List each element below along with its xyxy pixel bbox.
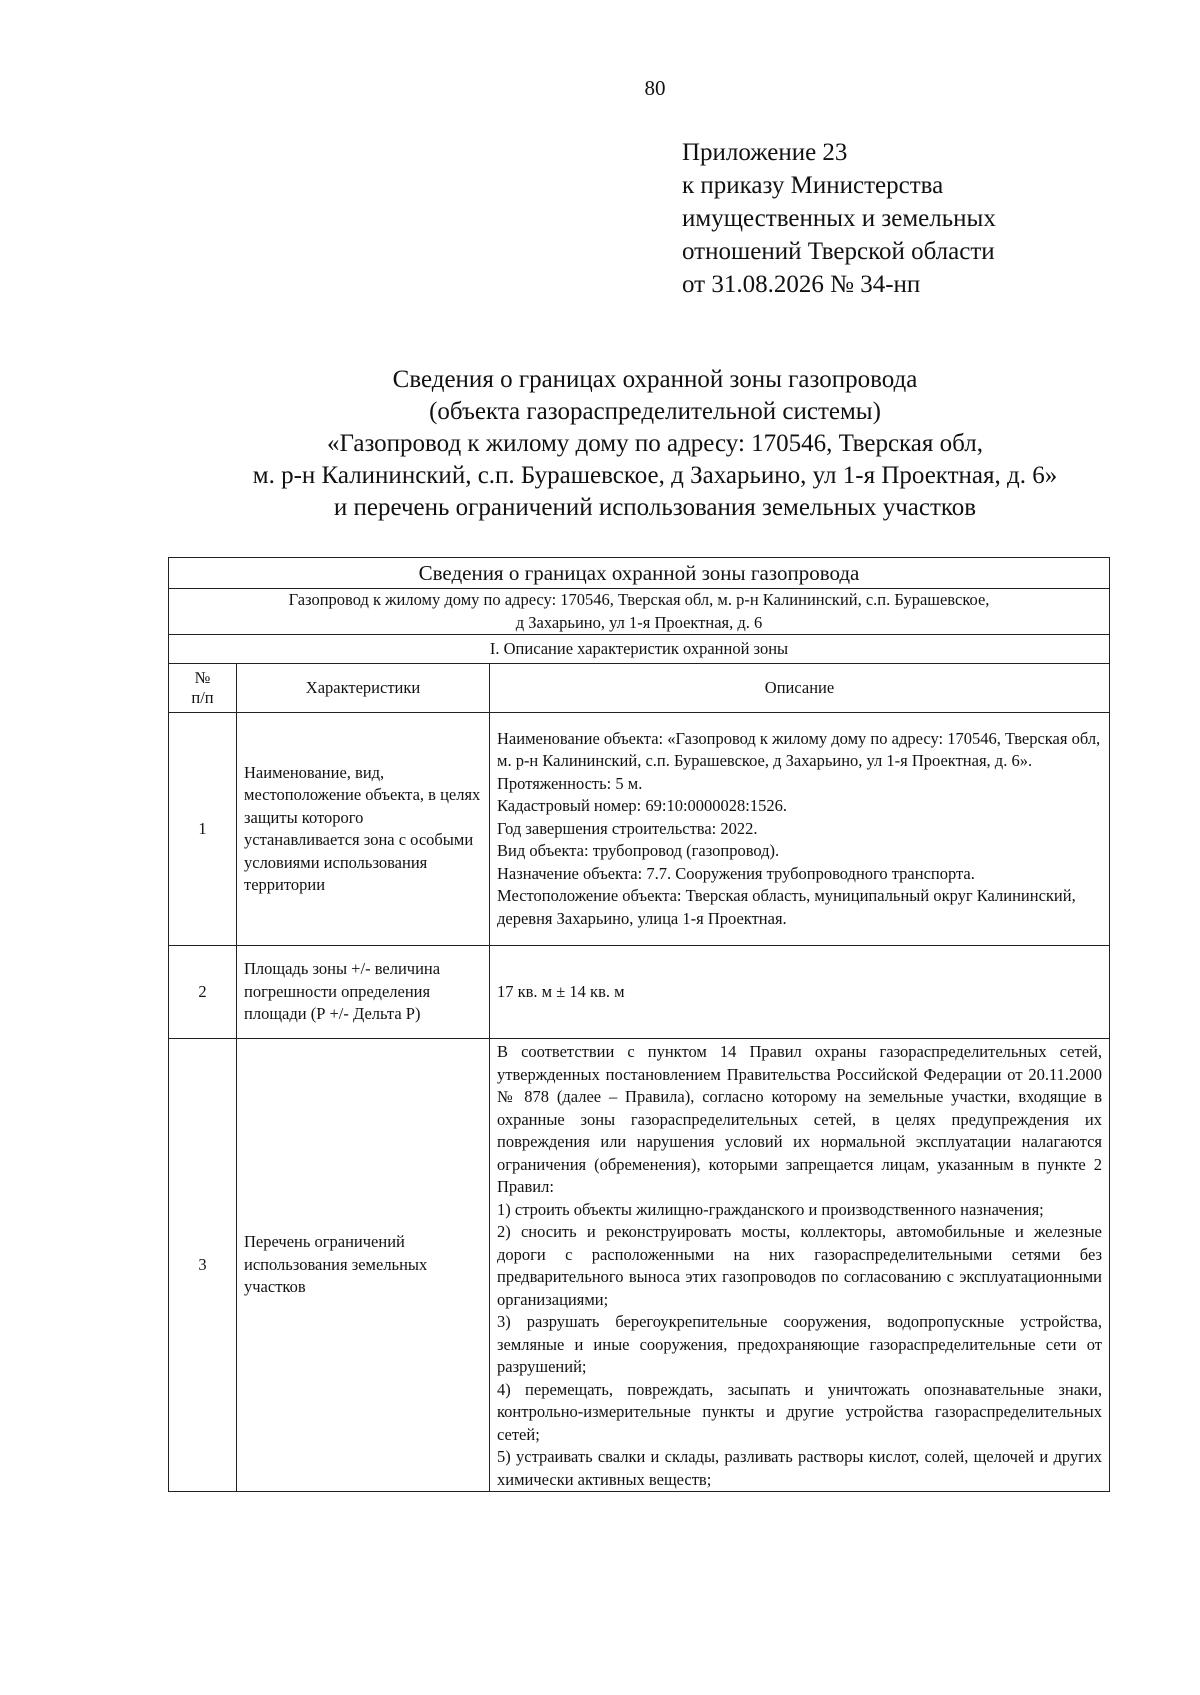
column-header-characteristics: Характеристики (237, 664, 490, 713)
description-paragraph: 4) перемещать, повреждать, засыпать и уничтожать опознавательные знаки, контрольно-измерительные пункты и другие устройства газораспределительных сетей; (497, 1379, 1102, 1444)
description-paragraph: 17 кв. м ± 14 кв. м (497, 981, 625, 1001)
document-title (150, 364, 1160, 524)
appendix-line: отношений Тверской области (682, 238, 995, 265)
description-paragraph: 5) устраивать свалки и склады, разливать растворы кислот, солей, щелочей и других химически активных веществ; (497, 1447, 1102, 1489)
table-object-address (169, 589, 1110, 635)
row-number: 1 (169, 713, 237, 946)
appendix-line: от 31.08.2026 № 34-нп (682, 271, 921, 298)
title-line: и перечень ограничений использования земельных участков (333, 494, 977, 521)
title-line: Сведения о границах охранной зоны газопровода (392, 366, 918, 393)
description-paragraph: 1) строить объекты жилищно-гражданского и производственного назначения; (497, 1199, 1044, 1219)
description-paragraph: Назначение объекта: 7.7. Сооружения трубопроводного транспорта. (497, 863, 975, 883)
table-main-header: Сведения о границах охранной зоны газопровода (169, 558, 1110, 589)
title-line: (объекта газораспределительной системы) (429, 398, 881, 425)
row-description (490, 1039, 1110, 1492)
column-header-number (169, 664, 237, 713)
row-characteristic: Перечень ограничений использования земельных участков (237, 1039, 490, 1492)
description-paragraph: Местоположение объекта: Тверская область, муниципальный округ Калининский, деревня Захарьино, улица 1-я Проектная. (497, 886, 1076, 928)
description-paragraph: 2) сносить и реконструировать мосты, коллекторы, автомобильные и железные дороги с расположенными на них газораспределительными сетями без предварительного выноса этих газопроводов по согласованию с эксплуатационными организациями; (497, 1222, 1102, 1309)
column-header-description: Описание (490, 664, 1110, 713)
row-number: 3 (169, 1039, 237, 1492)
appendix-line: к приказу Министерства (682, 172, 944, 199)
row-number: 2 (169, 946, 237, 1039)
description-paragraph: 3) разрушать берегоукрепительные сооружения, водопропускные устройства, земляные и иные сооружения, предохраняющие газораспределительные сети от разрушений; (497, 1312, 1102, 1376)
appendix-line: имущественных и земельных (682, 205, 996, 232)
appendix-block (682, 136, 996, 301)
object-address-line: д Захарьино, ул 1-я Проектная, д. 6 (515, 612, 763, 632)
column-header-number-sign: № (194, 668, 211, 687)
description-paragraph: Вид объекта: трубопровод (газопровод). (497, 841, 780, 861)
description-paragraph: Наименование объекта: «Газопровод к жилому дому по адресу: 170546, Тверская обл, м. р-н Калининский, с.п. Бурашевское, д Захарьино, ул 1-я Проектная, д. 6». (497, 728, 1101, 771)
description-paragraph: Кадастровый номер: 69:10:0000028:1526. (497, 796, 788, 816)
description-paragraph: Год завершения строительства: 2022. (497, 818, 758, 838)
row-description (490, 946, 1110, 1039)
row-description (490, 713, 1110, 946)
table-row (169, 946, 1110, 1039)
description-paragraph: В соответствии с пунктом 14 Правил охраны газораспределительных сетей, утвержденных постановлением Правительства Российской Федерации от 20.11.2000 № 878 (далее – Правила), согласно которому на земельные участки, входящие в охранные зоны газораспределительных сетей, в целях предупреждения их повреждения или нарушения условий их нормальной эксплуатации налагаются ограничения (обременения), которыми запрещается лицам, указанным в пункте 2 Правил: (497, 1042, 1102, 1196)
object-address-line: Газопровод к жилому дому по адресу: 170546, Тверская обл, м. р-н Калининский, с.п. Бурашевское, (288, 590, 990, 609)
table-row (169, 713, 1110, 946)
page-number: 80 (644, 76, 666, 100)
row-characteristic: Площадь зоны +/- величина погрешности определения площади (Р +/- Дельта Р) (237, 946, 490, 1039)
protection-zone-table (168, 557, 1110, 1492)
row-characteristic: Наименование, вид, местоположение объекта, в целях защиты которого устанавливается зона с особыми условиями использования территории (237, 713, 490, 946)
table-row (169, 1039, 1110, 1492)
title-line: «Газопровод к жилому дому по адресу: 170546, Тверская обл, (327, 430, 983, 457)
table-section-header: I. Описание характеристик охранной зоны (169, 635, 1110, 664)
column-header-number-abbr: п/п (191, 688, 214, 707)
title-line: м. р-н Калининский, с.п. Бурашевское, д Захарьино, ул 1-я Проектная, д. 6» (252, 462, 1058, 489)
appendix-line: Приложение 23 (682, 139, 848, 166)
description-paragraph: Протяженность: 5 м. (497, 773, 643, 793)
